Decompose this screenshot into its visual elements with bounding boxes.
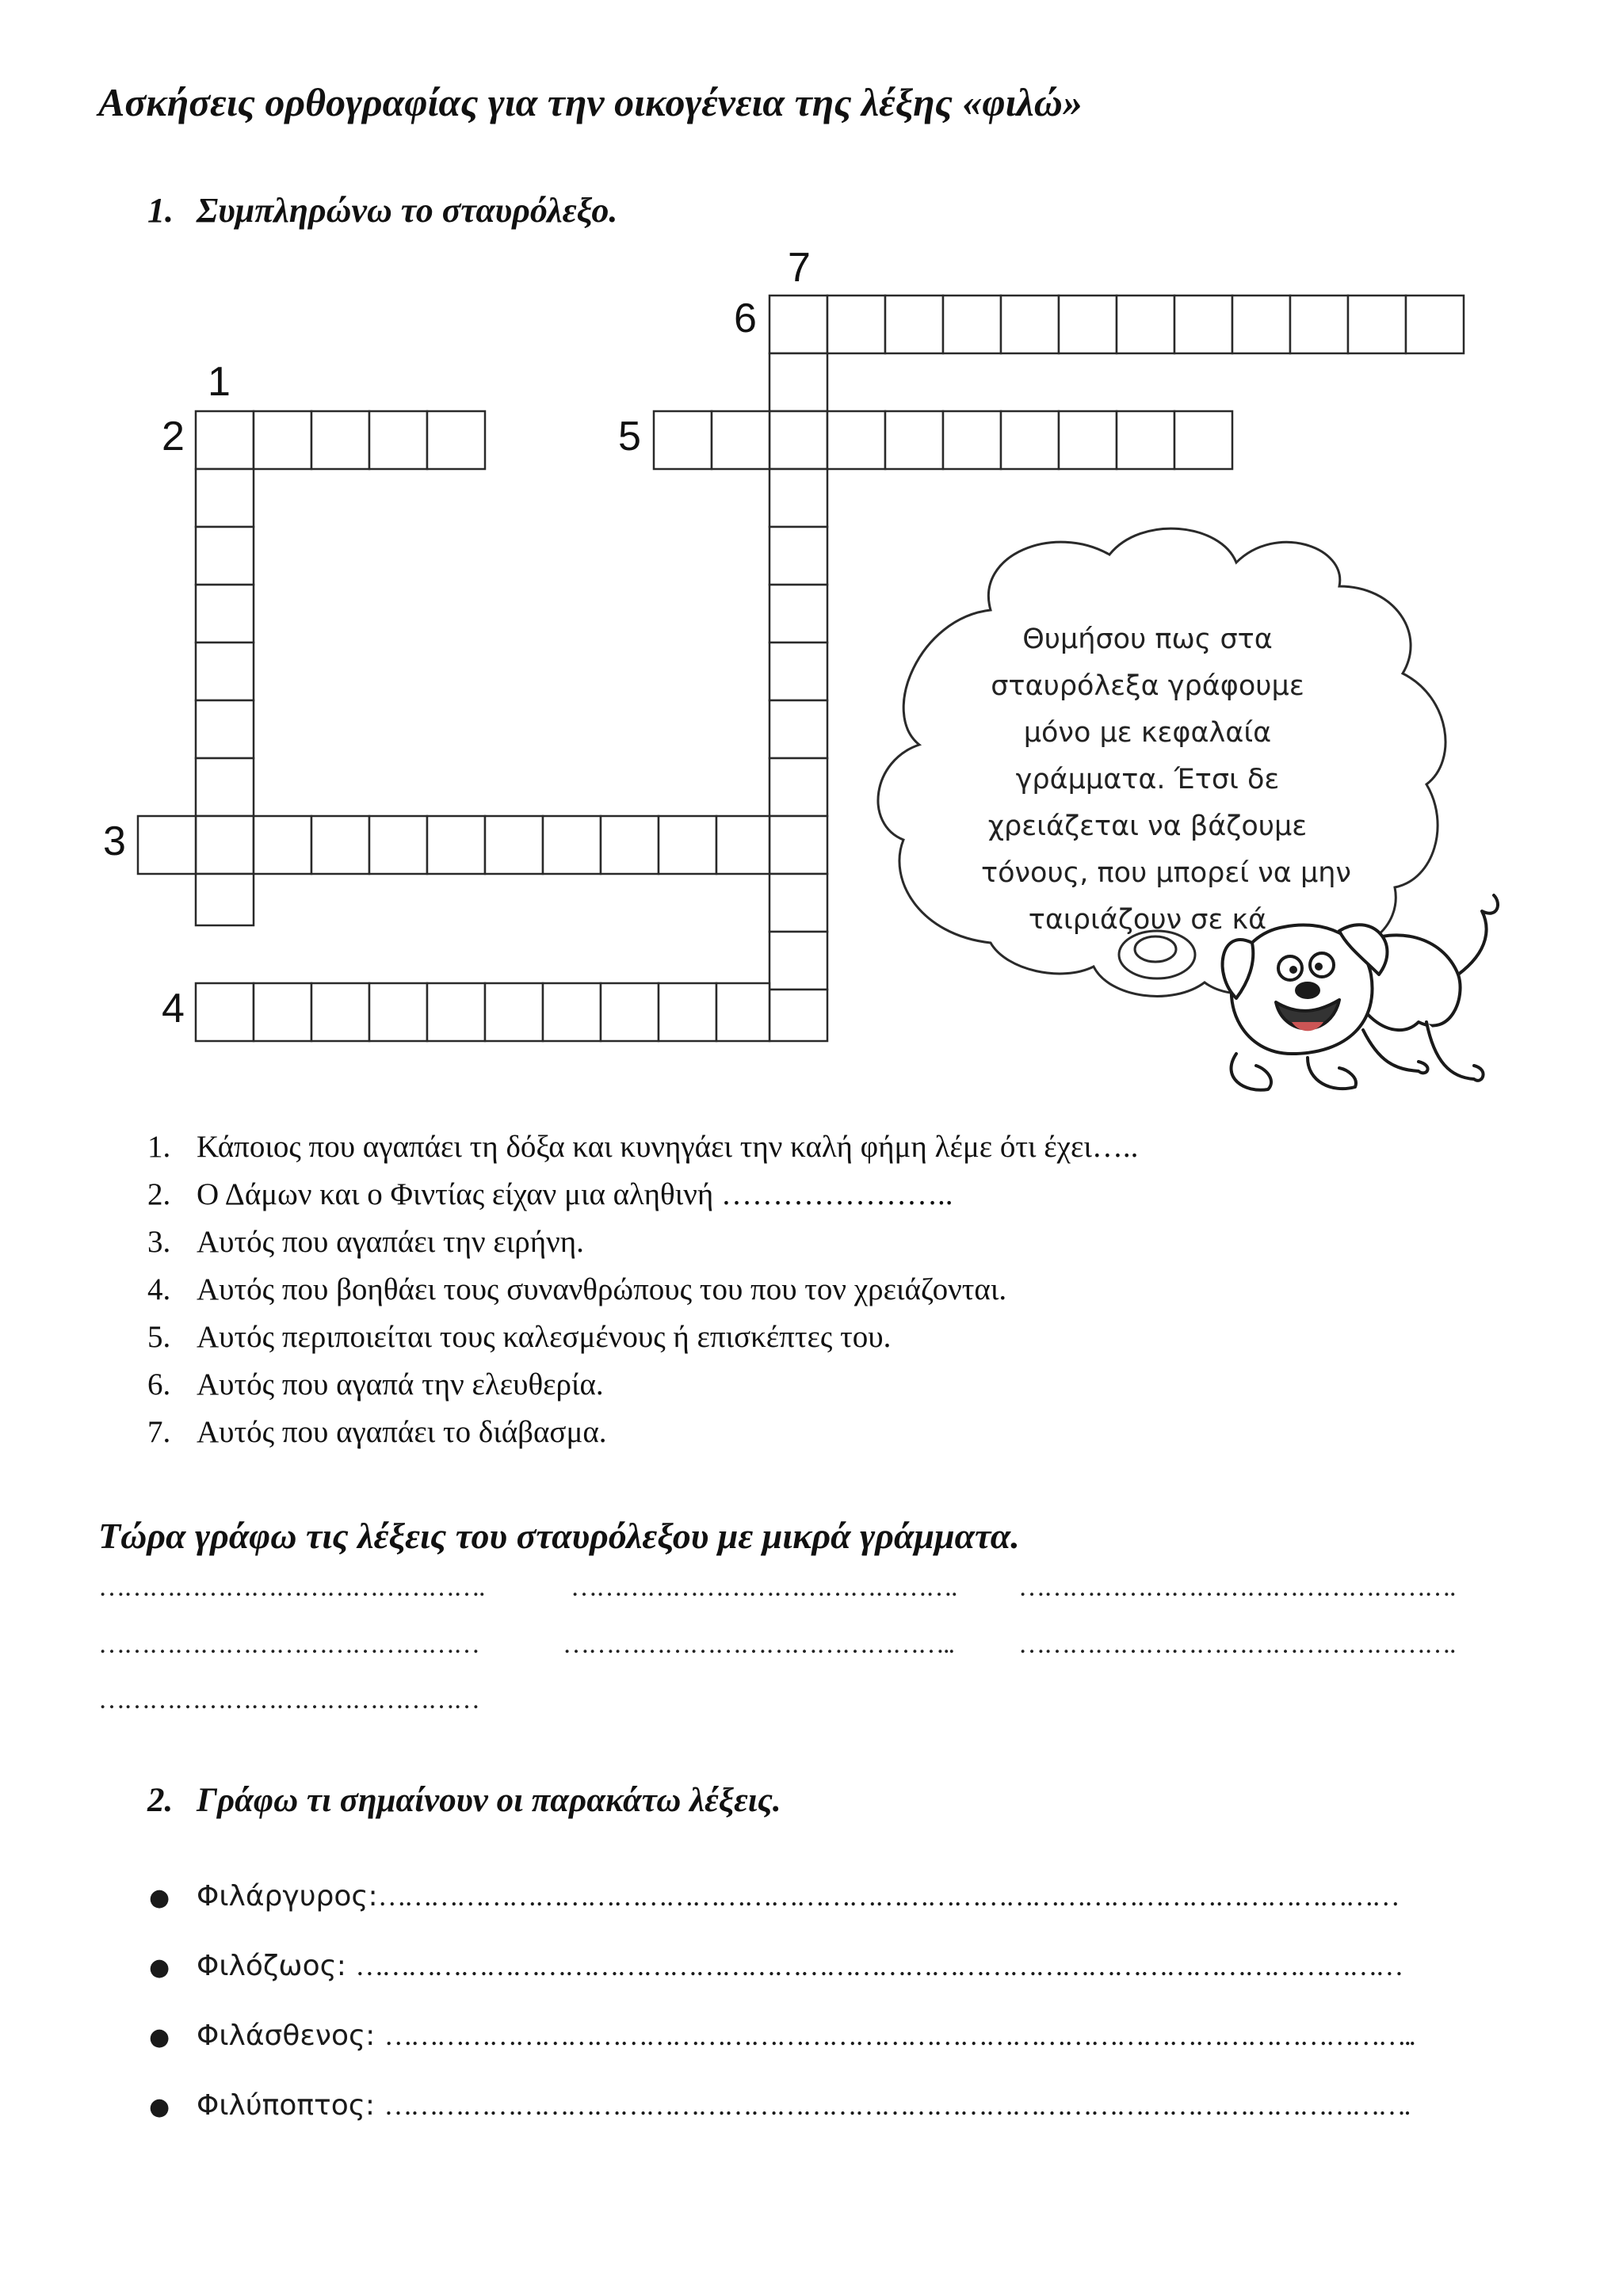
crossword-number-5: 5 bbox=[618, 414, 641, 460]
crossword-cell[interactable] bbox=[311, 411, 369, 469]
dog-tail bbox=[1458, 895, 1498, 974]
clue-item bbox=[147, 1171, 1138, 1219]
crossword-cell[interactable] bbox=[196, 585, 254, 643]
crossword-word-6 bbox=[769, 296, 1464, 353]
crossword-cell[interactable] bbox=[254, 983, 311, 1041]
page-title: Ασκήσεις ορθογραφίας για την οικογένεια της λέξης «φιλώ» bbox=[98, 80, 1083, 124]
clue-text: Αυτός που αγαπάει την ειρήνη. bbox=[197, 1225, 584, 1259]
crossword-grid bbox=[0, 0, 1623, 1109]
crossword-cell[interactable] bbox=[716, 816, 769, 874]
cloud-line: χρειάζεται να βάζουμε bbox=[987, 810, 1308, 842]
meaning-answer-line[interactable]: ……………………………………………………………………………………………………… bbox=[377, 1880, 1398, 1912]
meaning-word: Φιλάσθενος: bbox=[197, 2019, 384, 2052]
dog-pupil-left bbox=[1289, 966, 1297, 974]
crossword-cell[interactable] bbox=[1001, 411, 1059, 469]
crossword-cell[interactable] bbox=[485, 983, 543, 1041]
clue-item bbox=[147, 1266, 1138, 1314]
crossword-number-7: 7 bbox=[788, 245, 811, 291]
dog-back-leg bbox=[1426, 1022, 1484, 1081]
crossword-cell[interactable] bbox=[1117, 296, 1174, 353]
crossword-cell[interactable] bbox=[769, 700, 827, 758]
clue-item bbox=[147, 1361, 1138, 1409]
crossword-cell[interactable] bbox=[827, 296, 885, 353]
crossword-cell[interactable] bbox=[196, 411, 254, 469]
crossword-number-2: 2 bbox=[162, 414, 185, 460]
crossword-cell[interactable] bbox=[769, 643, 827, 700]
section-1-number: 1. bbox=[147, 191, 174, 230]
crossword-word-7 bbox=[769, 353, 827, 1041]
bullet-icon: ● bbox=[149, 2093, 170, 2121]
bullet-icon: ● bbox=[149, 1884, 170, 1912]
dog-paw-left bbox=[1232, 1054, 1272, 1090]
crossword-cell[interactable] bbox=[769, 932, 827, 990]
crossword-cell[interactable] bbox=[769, 816, 827, 874]
answer-line[interactable]: ……………………………………………. bbox=[1018, 1630, 1455, 1659]
cloud-line: Θυμήσου πως στα bbox=[1022, 624, 1273, 655]
crossword-cell[interactable] bbox=[885, 411, 943, 469]
clue-number: 1. bbox=[147, 1130, 171, 1164]
clue-number: 3. bbox=[147, 1225, 171, 1259]
crossword-cell[interactable] bbox=[254, 411, 311, 469]
crossword-cell[interactable] bbox=[659, 816, 716, 874]
crossword-cell[interactable] bbox=[769, 758, 827, 816]
crossword-cell[interactable] bbox=[769, 411, 827, 469]
crossword-cell[interactable] bbox=[716, 983, 769, 1041]
section-1-label: Συμπληρώνω το σταυρόλεξο. bbox=[197, 191, 618, 230]
cloud-line: ταιριάζουν σε κά bbox=[1028, 904, 1267, 936]
crossword-cell[interactable] bbox=[427, 983, 485, 1041]
clue-item bbox=[147, 1314, 1138, 1361]
crossword-cell[interactable] bbox=[943, 296, 1001, 353]
answer-line[interactable]: ……………………………………… bbox=[98, 1630, 479, 1659]
answer-line[interactable]: ……………………………………… bbox=[98, 1685, 479, 1714]
crossword-cell[interactable] bbox=[311, 816, 369, 874]
dog-paw-right bbox=[1308, 1058, 1356, 1089]
clue-item bbox=[147, 1219, 1138, 1266]
bullet-icon: ● bbox=[149, 2023, 170, 2051]
crossword-number-3: 3 bbox=[103, 818, 126, 864]
meaning-item bbox=[149, 2019, 1414, 2052]
crossword-cell[interactable] bbox=[769, 527, 827, 585]
crossword-cell[interactable] bbox=[543, 816, 601, 874]
crossword-cell[interactable] bbox=[1348, 296, 1406, 353]
crossword-cell[interactable] bbox=[769, 353, 827, 411]
clue-item bbox=[147, 1123, 1138, 1171]
crossword-cell[interactable] bbox=[943, 411, 1001, 469]
clue-text: Αυτός περιποιείται τους καλεσμένους ή επισκέπτες του. bbox=[197, 1320, 892, 1354]
answer-line[interactable]: ………………………………………. bbox=[571, 1573, 957, 1602]
crossword-cell[interactable] bbox=[369, 411, 427, 469]
crossword-cell[interactable] bbox=[196, 816, 254, 874]
crossword-cell[interactable] bbox=[885, 296, 943, 353]
answer-line[interactable]: ……………………………………………. bbox=[1018, 1573, 1455, 1602]
clue-number: 5. bbox=[147, 1320, 171, 1354]
crossword-cell[interactable] bbox=[654, 411, 712, 469]
crossword-cell[interactable] bbox=[1059, 411, 1117, 469]
dog-front-leg bbox=[1363, 1030, 1428, 1073]
crossword-cell[interactable] bbox=[369, 816, 427, 874]
crossword-cell[interactable] bbox=[196, 700, 254, 758]
meaning-item bbox=[149, 2088, 1408, 2122]
crossword-cell[interactable] bbox=[196, 643, 254, 700]
clue-text: Αυτός που βοηθάει τους συνανθρώπους του που τον χρειάζονται. bbox=[197, 1272, 1007, 1306]
section-2-number: 2. bbox=[147, 1782, 174, 1819]
meaning-answer-line[interactable]: ………………………………………………………………………………………………………… bbox=[355, 1950, 1402, 1981]
lowercase-section-title: Τώρα γράφω τις λέξεις του σταυρόλεξου με μικρά γράμματα. bbox=[98, 1516, 1020, 1556]
cloud-line: σταυρόλεξα γράφουμε bbox=[991, 670, 1304, 702]
meaning-answer-line[interactable]: ……………………………………………………………………………………………………….. bbox=[384, 2019, 1414, 2051]
crossword-cell[interactable] bbox=[769, 469, 827, 527]
crossword-word-1 bbox=[196, 469, 254, 925]
cloud-line: γράμματα. Έτσι δε bbox=[1015, 764, 1280, 795]
crossword-cell[interactable] bbox=[712, 411, 769, 469]
crossword-cell[interactable] bbox=[196, 983, 254, 1041]
meaning-word: Φιλάργυρος: bbox=[197, 1880, 378, 1913]
crossword-cell[interactable] bbox=[1001, 296, 1059, 353]
crossword-cell[interactable] bbox=[427, 411, 485, 469]
dog-pupil-right bbox=[1315, 963, 1323, 971]
crossword-cell[interactable] bbox=[196, 527, 254, 585]
crossword-cell[interactable] bbox=[196, 874, 254, 925]
crossword-cell[interactable] bbox=[311, 983, 369, 1041]
crossword-cell[interactable] bbox=[1117, 411, 1174, 469]
crossword-cell[interactable] bbox=[196, 758, 254, 816]
answer-line[interactable]: ………………………………………. bbox=[98, 1573, 484, 1602]
crossword-cell[interactable] bbox=[769, 874, 827, 932]
crossword-cell[interactable] bbox=[769, 585, 827, 643]
crossword-number-4: 4 bbox=[162, 986, 185, 1032]
crossword-cell[interactable] bbox=[138, 816, 196, 874]
crossword-word-2 bbox=[196, 411, 485, 469]
bullet-icon: ● bbox=[149, 1954, 170, 1981]
crossword-cell[interactable] bbox=[543, 983, 601, 1041]
meaning-item bbox=[149, 1949, 1401, 1982]
crossword-cell[interactable] bbox=[485, 816, 543, 874]
clue-item bbox=[147, 1409, 1138, 1456]
crossword-cell[interactable] bbox=[1290, 296, 1348, 353]
clue-text: Κάποιος που αγαπάει τη δόξα και κυνηγάει την καλή φήμη λέμε ότι έχει….. bbox=[197, 1130, 1139, 1164]
meaning-word: Φιλύποπτος: bbox=[197, 2089, 384, 2122]
clue-number: 7. bbox=[147, 1415, 171, 1449]
clue-text: Αυτός που αγαπά την ελευθερία. bbox=[197, 1367, 604, 1402]
meaning-item bbox=[149, 1879, 1398, 1913]
crossword-number-1: 1 bbox=[208, 359, 231, 405]
clue-number: 2. bbox=[147, 1177, 171, 1211]
crossword-cell[interactable] bbox=[427, 816, 485, 874]
cloud-line: μόνο με κεφαλαία bbox=[1023, 717, 1272, 749]
cloud-line: τόνους, που μπορεί να μην bbox=[981, 857, 1351, 889]
clue-text: Αυτός που αγαπάει το διάβασμα. bbox=[197, 1415, 607, 1449]
crossword-cell[interactable] bbox=[659, 983, 716, 1041]
crossword-cell[interactable] bbox=[254, 816, 311, 874]
clue-text: Ο Δάμων και ο Φιντίας είχαν μια αληθινή ………………….. bbox=[197, 1177, 953, 1211]
cloud-text bbox=[981, 616, 1351, 944]
clue-list bbox=[147, 1123, 1138, 1456]
crossword-cell[interactable] bbox=[1406, 296, 1464, 353]
crossword-word-5 bbox=[654, 411, 1232, 469]
crossword-cell[interactable] bbox=[769, 990, 827, 1041]
section-2-label: Γράφω τι σημαίνουν οι παρακάτω λέξεις. bbox=[197, 1782, 781, 1819]
crossword-cell[interactable] bbox=[1174, 296, 1232, 353]
crossword-number-6: 6 bbox=[734, 296, 757, 341]
crossword-cell[interactable] bbox=[601, 816, 659, 874]
crossword-cell[interactable] bbox=[1059, 296, 1117, 353]
answer-line[interactable]: ……………………………………….. bbox=[563, 1630, 953, 1659]
crossword-cell[interactable] bbox=[369, 983, 427, 1041]
crossword-cell[interactable] bbox=[601, 983, 659, 1041]
crossword-cell[interactable] bbox=[1232, 296, 1290, 353]
section-2-heading bbox=[147, 1781, 781, 1820]
crossword-word-4 bbox=[196, 983, 769, 1041]
dog-nose bbox=[1296, 983, 1319, 997]
crossword-cell[interactable] bbox=[769, 296, 827, 353]
crossword-cell[interactable] bbox=[827, 411, 885, 469]
meaning-answer-line[interactable]: ………………………………………………………………………………………………………. bbox=[384, 2089, 1409, 2121]
crossword-cell[interactable] bbox=[196, 469, 254, 527]
meaning-word: Φιλόζωος: bbox=[197, 1950, 356, 1982]
clue-number: 6. bbox=[147, 1367, 171, 1402]
crossword-cell[interactable] bbox=[1174, 411, 1232, 469]
clue-number: 4. bbox=[147, 1272, 171, 1306]
